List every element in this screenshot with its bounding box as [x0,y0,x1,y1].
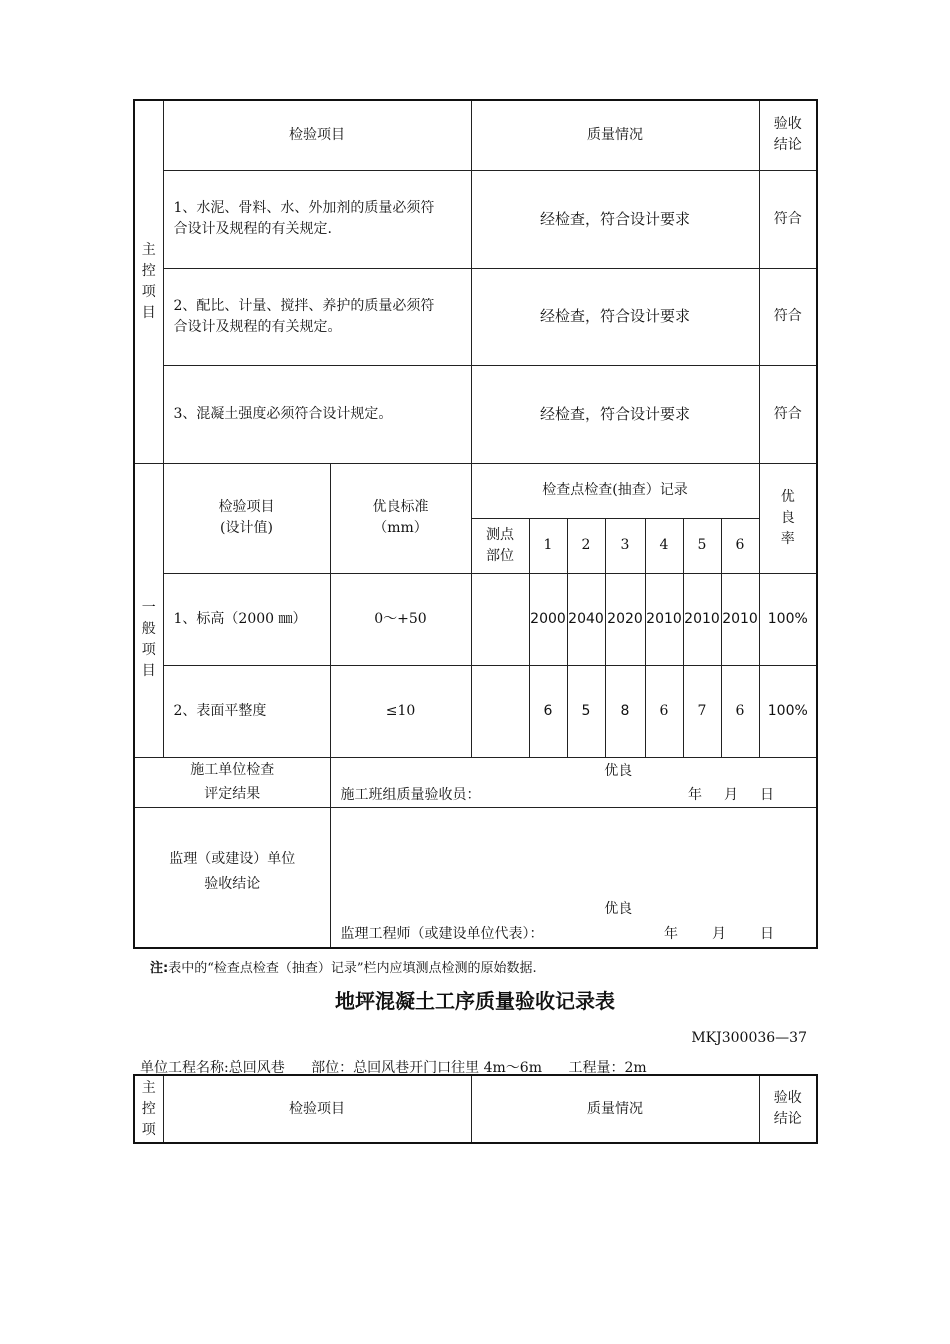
general-item-header: 检验项目 (设计值) [163,463,330,573]
value-cell: 8 [605,665,645,757]
main-row [134,170,817,268]
general-item-1: 1、标高（2000 ㎜） [163,573,330,665]
header-quality: 质量情况 [471,100,759,170]
construction-label: 施工单位检查 评定结果 [134,757,330,807]
standard-header: 优良标准 （mm） [330,463,471,573]
construction-signer: 施工班组质量验收员： [340,786,481,803]
construction-result: 优良 [604,762,633,779]
second-inspection-table [133,1074,818,1144]
rate-cell-2: 100% [759,665,817,757]
main-result-2: 符合 [759,268,817,365]
work-quantity: 工程量：2m [568,1060,647,1076]
point-header-1: 1 [529,518,567,573]
main-control-label: 主 控 项 目 [134,100,163,463]
document-code: MKJ300036—37 [691,1030,807,1046]
value-cell: 2010 [645,573,683,665]
main-quality-2: 经检查，符合设计要求 [471,268,759,365]
unit-name: 单位工程名称:总回风巷 [140,1060,285,1076]
rate-header: 优 良 率 [759,463,817,573]
bottom-header-quality: 质量情况 [471,1075,759,1143]
supervision-date: 年 月 日 [664,926,775,942]
bottom-header-conclusion: 验收 结论 [759,1075,817,1143]
point-header-4: 4 [645,518,683,573]
point-header-6: 6 [721,518,759,573]
main-result-3: 符合 [759,365,817,463]
value-cell: 2020 [605,573,645,665]
main-item-1: 1、水泥、骨料、水、外加剂的质量必须符 合设计及规程的有关规定. [163,170,471,268]
general-row [134,573,817,665]
point-header-3: 3 [605,518,645,573]
point-header-2: 2 [567,518,605,573]
main-quality-3: 经检查，符合设计要求 [471,365,759,463]
value-cell: 2040 [567,573,605,665]
supervision-result: 优良 [604,901,633,917]
value-cell: 6 [529,665,567,757]
record-header: 检查点检查(抽查）记录 [471,463,759,518]
main-quality-1: 经检查，符合设计要求 [471,170,759,268]
part-location: 部位：总回风巷开门口往里 4m～6m [311,1060,542,1076]
value-cell: 2010 [721,573,759,665]
general-std-1: 0～+50 [330,573,471,665]
value-cell: 2010 [683,573,721,665]
header-conclusion: 验收 结论 [759,100,817,170]
value-cell: 6 [721,665,759,757]
supervision-signer: 监理工程师（或建设单位代表）： [340,926,544,942]
general-position-2 [471,665,529,757]
value-cell: 7 [683,665,721,757]
construction-date: 年 月 日 [688,786,775,803]
inspection-table [133,99,818,949]
general-item-2: 2、表面平整度 [163,665,330,757]
document-title: 地坪混凝土工序质量验收记录表 [335,989,615,1013]
bottom-header-item: 检验项目 [163,1075,471,1143]
main-row [134,365,817,463]
main-row [134,268,817,365]
main-result-1: 符合 [759,170,817,268]
general-label: 一 般 项 目 [134,463,163,757]
construction-result-cell [330,757,817,807]
general-std-2: ≤10 [330,665,471,757]
general-row [134,665,817,757]
supervision-label: 监理（或建设）单位 验收结论 [134,807,330,948]
rate-cell-1: 100% [759,573,817,665]
table-note: 注:表中的“检查点检查（抽查）记录”栏内应填测点检测的原始数据. [150,961,537,976]
supervision-result-cell [330,807,817,948]
main-item-3: 3、混凝土强度必须符合设计规定。 [163,365,471,463]
header-item: 检验项目 [163,100,471,170]
general-position-1 [471,573,529,665]
value-cell: 5 [567,665,605,757]
value-cell: 6 [645,665,683,757]
point-position-header: 测点 部位 [471,518,529,573]
main-item-2: 2、配比、计量、搅拌、养护的质量必须符 合设计及规程的有关规定。 [163,268,471,365]
bottom-main-control-label: 主 控 项 [134,1075,163,1143]
value-cell: 2000 [529,573,567,665]
point-header-5: 5 [683,518,721,573]
